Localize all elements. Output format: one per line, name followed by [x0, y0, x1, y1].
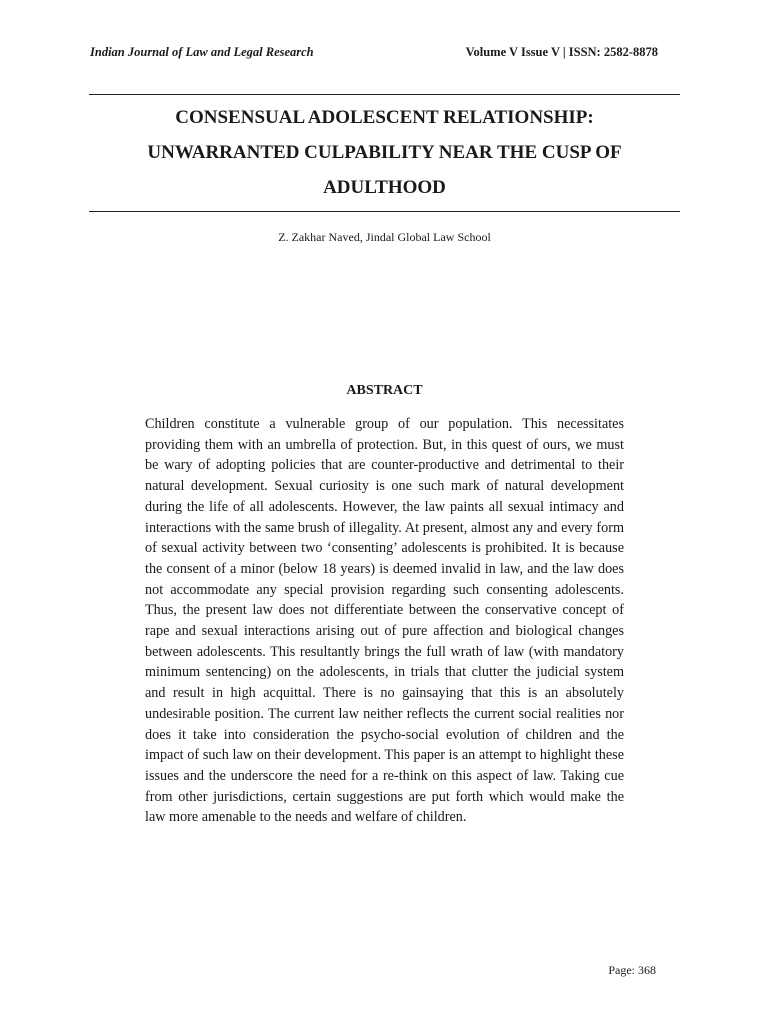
title-line-2: UNWARRANTED CULPABILITY NEAR THE CUSP OF	[147, 142, 622, 163]
page-number: Page: 368	[608, 963, 656, 977]
running-header	[90, 45, 658, 63]
title-bottom-rule	[89, 211, 680, 212]
paper-title	[89, 100, 680, 205]
title-line-3: ADULTHOOD	[323, 177, 446, 198]
title-top-rule	[89, 94, 680, 95]
volume-issn-info: Volume V Issue V | ISSN: 2582-8878	[465, 45, 658, 59]
abstract-heading: ABSTRACT	[346, 383, 423, 398]
author-affiliation: Z. Zakhar Naved, Jindal Global Law School	[278, 230, 491, 244]
journal-name: Indian Journal of Law and Legal Research	[90, 45, 314, 59]
title-line-1: CONSENSUAL ADOLESCENT RELATIONSHIP:	[175, 107, 594, 128]
abstract-body: Children constitute a vulnerable group of our population. This necessitates providing them with an umbrella of protection. But, in this quest of ours, we must be wary of adopting policies that are counter-productive and detrimental to their natural development. Sexual curiosity is one such mark of natural development during the life of all adolescents. However, the law paints all sexual intimacy and interactions with the same brush of illegality. At present, almost any and every form of sexual activity between two ‘consenting’ adolescents is prohibited. It is because the consent of a minor (below 18 years) is deemed invalid in law, and the law does not accommodate any special provision regarding such consenting adolescents. Thus, the present law does not differentiate between the conservative concept of rape and sexual interactions arising out of pure affection and biological changes between adolescents. This resultantly brings the full wrath of law (with mandatory minimum sentencing) on the adolescents, in trials that clutter the judicial system and result in high acquittal. There is no gainsaying that this is an absolutely undesirable position. The current law neither reflects the current social realities nor does it take into consideration the psycho-social evolution of children and the impact of such law on their development. This paper is an attempt to highlight these issues and the underscore the need for a re-think on this aspect of law. Taking cue from other jurisdictions, certain suggestions are put forth which would make the law more amenable to the needs and welfare of children.	[145, 416, 624, 826]
